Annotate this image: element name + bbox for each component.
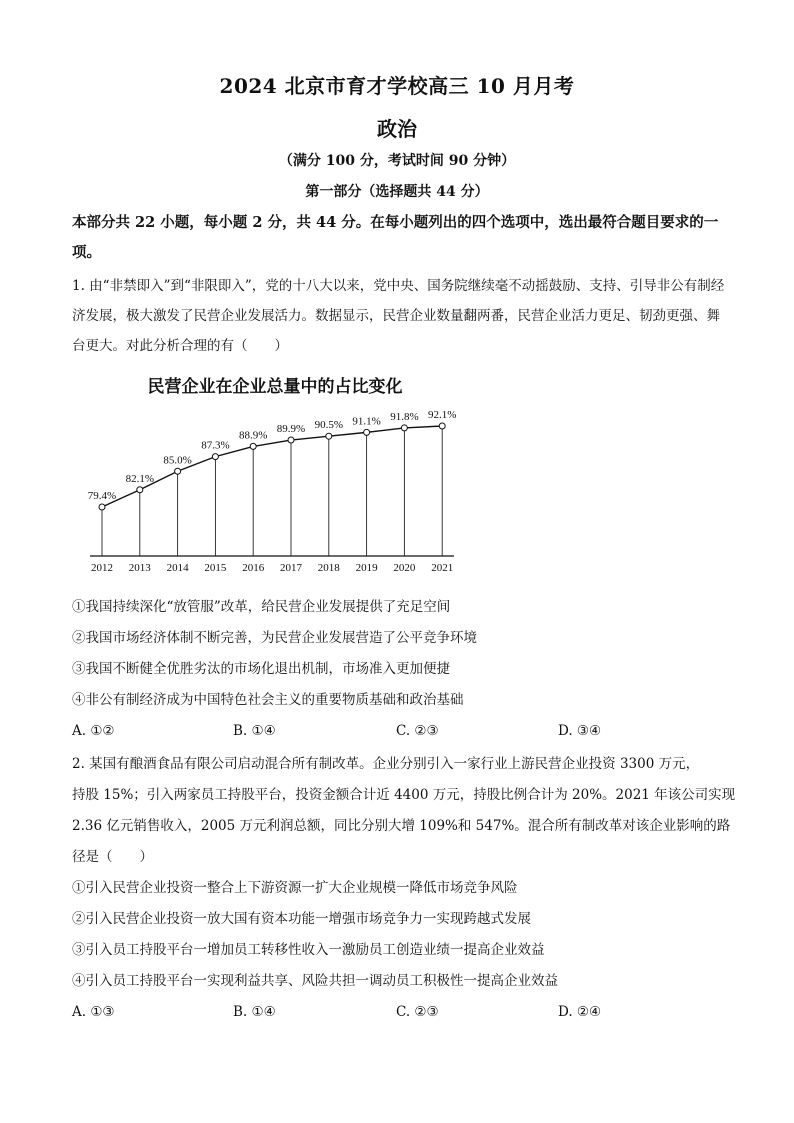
- data-label: 85.0%: [163, 454, 192, 467]
- data-point: [364, 429, 370, 435]
- q2-option-c[interactable]: C. ②③: [396, 1004, 439, 1020]
- data-point: [250, 443, 256, 449]
- data-point: [288, 437, 294, 443]
- q2-option-b[interactable]: B. ①④: [233, 1004, 276, 1020]
- data-point: [137, 487, 143, 493]
- x-tick-label: 2014: [166, 562, 189, 574]
- q1-item-3: ③我国不断健全优胜劣汰的市场化退出机制，市场准入更加便捷: [72, 661, 450, 677]
- q1-item-2: ②我国市场经济体制不断完善，为民营企业发展营造了公平竞争环境: [72, 630, 477, 646]
- data-label: 92.1%: [427, 409, 457, 421]
- x-tick-label: 2013: [128, 562, 151, 574]
- exam-title: 2024 北京市育才学校高三 10 月月考: [219, 74, 575, 98]
- q2-stem-line-1: 2. 某国有酿酒食品有限公司启动混合所有制改革。企业分别引入一家行业上游民营企业投资 3300 万元，: [72, 756, 700, 772]
- x-tick-label: 2019: [355, 562, 378, 574]
- data-label: 90.5%: [314, 419, 344, 432]
- series-line: [102, 426, 442, 507]
- chart-title: 民营企业在企业总量中的占比变化: [147, 377, 403, 397]
- data-label: 89.9%: [276, 423, 306, 436]
- x-tick-label: 2012: [91, 562, 113, 574]
- x-tick-label: 2021: [431, 562, 454, 574]
- subject-title: 政治: [377, 117, 417, 141]
- chart-svg: [80, 372, 470, 582]
- q2-item-4: ④引入员工持股平台一实现利益共享、风险共担一调动员工积极性一提高企业效益: [72, 973, 558, 989]
- data-label: 88.9%: [238, 429, 268, 442]
- data-label: 82.1%: [125, 472, 155, 485]
- instruction-text: 本部分共 22 小题，每小题 2 分，共 44 分。在每小题列出的四个选项中，选出最符合题目要求的一项。: [72, 214, 719, 261]
- data-point: [439, 423, 445, 429]
- q2-item-3: ③引入员工持股平台一增加员工转移性收入一激励员工创造业绩一提高企业效益: [72, 942, 545, 958]
- x-tick-label: 2020: [393, 562, 416, 574]
- q1-option-a[interactable]: A. ①②: [72, 723, 115, 739]
- q2-item-2: ②引入民营企业投资一放大国有资本功能一增强市场竞争力一实现跨越式发展: [72, 911, 531, 927]
- data-label: 79.4%: [87, 490, 117, 502]
- q1-stem: 1. 由“非禁即入”到“非限即入”，党的十八大以来，党中央、国务院继续毫不动摇鼓励、支持、引导非公有制经济发展，极大激发了民营企业发展活力。数据显示，民营企业数量翻两番，民营企业活力更足、韧劲更强、舞台更大。对此分析合理的有（ ）: [72, 278, 725, 354]
- part-heading: 第一部分（选择题共 44 分）: [305, 184, 489, 200]
- q1-item-1: ①我国持续深化“放管服”改革，给民营企业发展提供了充足空间: [72, 599, 451, 615]
- x-tick-label: 2018: [317, 562, 340, 574]
- data-point: [175, 468, 181, 474]
- x-tick-label: 2016: [242, 562, 265, 574]
- data-point: [99, 504, 105, 510]
- q1-option-c[interactable]: C. ②③: [396, 723, 439, 739]
- chart: [80, 372, 470, 582]
- q2-stem-line-2: 持股 15%；引入两家员工持股平台，投资金额合计近 4400 万元，持股比例合计为 20%。2021 年该公司实现: [72, 787, 736, 803]
- x-tick-label: 2015: [204, 562, 227, 574]
- q2-stem-line-4: 径是（ ）: [72, 849, 153, 865]
- q1-option-b[interactable]: B. ①④: [233, 723, 276, 739]
- q2-option-a[interactable]: A. ①③: [72, 1004, 115, 1020]
- data-label: 87.3%: [201, 439, 230, 452]
- q2-item-1: ①引入民营企业投资一整合上下游资源一扩大企业规模一降低市场竞争风险: [72, 880, 518, 896]
- data-point: [401, 425, 407, 431]
- exam-note: （满分 100 分，考试时间 90 分钟）: [278, 153, 516, 169]
- data-point: [212, 454, 218, 460]
- q1-option-d[interactable]: D. ③④: [558, 723, 602, 739]
- q2-option-d[interactable]: D. ②④: [558, 1004, 602, 1020]
- data-label: 91.1%: [352, 415, 381, 428]
- x-tick-label: 2017: [280, 562, 302, 574]
- q2-stem-line-3: 2.36 亿元销售收入，2005 万元利润总额，同比分别大增 109%和 547%。混合所有制改革对该企业影响的路: [72, 818, 731, 834]
- q1-item-4: ④非公有制经济成为中国特色社会主义的重要物质基础和政治基础: [72, 692, 464, 708]
- data-label: 91.8%: [390, 410, 419, 423]
- data-point: [326, 433, 332, 439]
